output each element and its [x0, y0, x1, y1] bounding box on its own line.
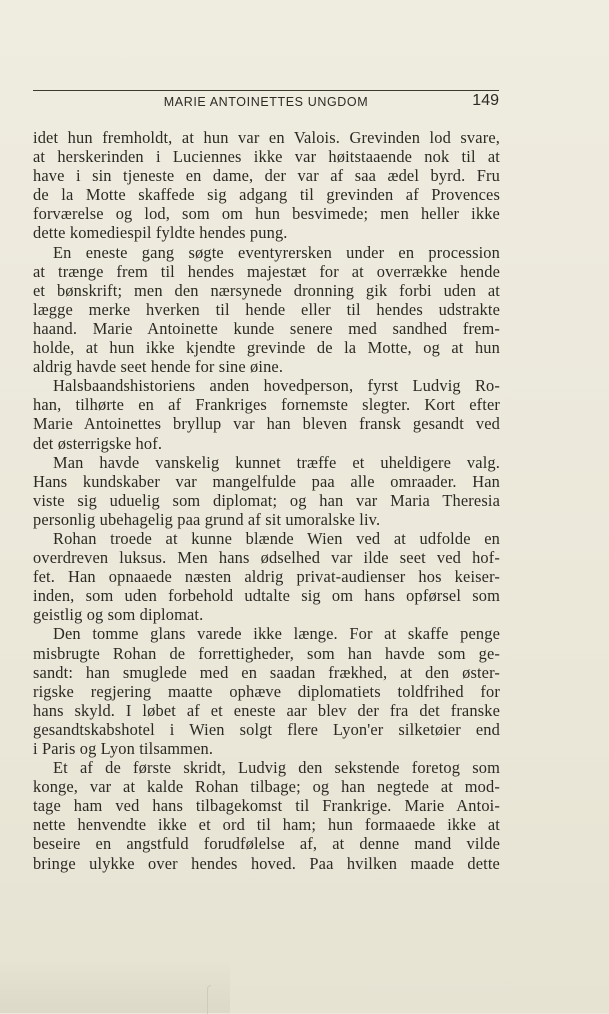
text-line: fet. Han opnaaede næsten aldrig privat-audienser hos keiser-	[33, 567, 500, 587]
text-line: Hans kundskaber var mangelfulde paa alle omraader. Han	[33, 471, 500, 491]
text-line: konge, var at kalde Rohan tilbage; og han negtede at mod-	[33, 777, 500, 797]
page-edge-curl	[207, 985, 211, 1014]
text-line: Rohan troede at kunne blænde Wien ved at udfolde en	[53, 528, 500, 548]
text-line: overdreven luksus. Men hans ødselhed var ilde seet ved hof-	[33, 548, 500, 568]
text-line: lægge merke hverken til hende eller til hendes udstrakte	[33, 299, 500, 319]
text-line: dette komediespil fyldte hendes pung.	[33, 223, 288, 243]
page-edge-shadow	[0, 960, 230, 1013]
text-line: Man havde vanskelig kunnet træffe et uheldigere valg.	[53, 452, 500, 472]
text-line: sandt: han smuglede med en saadan frækhed, at den øster-	[33, 662, 500, 682]
text-line: i Paris og Lyon tilsammen.	[33, 739, 214, 758]
text-line: at trænge frem til hendes majestæt for at overrække hende	[33, 261, 500, 281]
text-line: rigske regjering maatte ophæve diplomatiets toldfrihed for	[33, 681, 500, 701]
text-line: misbrugte Rohan de forrettigheder, som han havde som ge-	[33, 643, 500, 663]
text-line: En eneste gang søgte eventyrersken under en procession	[53, 242, 500, 262]
body-text	[33, 128, 500, 873]
header-title: MARIE ANTOINETTES UNGDOM	[163, 95, 369, 109]
text-line: beseire en angstfuld forudfølelse af, at denne mand vilde	[33, 834, 500, 854]
text-line: Et af de første skridt, Ludvig den sekstende foretog som	[53, 758, 500, 778]
text-line: geistlig og som diplomat.	[33, 605, 204, 625]
text-line: gesandtskabshotel i Wien solgt flere Lyon'er silketøier end	[33, 719, 500, 739]
text-line: de la Motte skaffede sig adgang til grevinden af Provences	[33, 185, 500, 205]
text-line: et bønskrift; men den nærsynede dronning gik forbi uden at	[33, 280, 500, 300]
text-line: haand. Marie Antoinette kunde senere med sandhed frem-	[33, 318, 500, 338]
text-line: Den tomme glans varede ikke længe. For at skaffe penge	[53, 624, 500, 644]
running-header	[33, 90, 499, 115]
text-line: viste sig uduelig som diplomat; og han var Maria Theresia	[33, 490, 500, 510]
text-line: Halsbaandshistoriens anden hovedperson, fyrst Ludvig Ro-	[53, 376, 500, 396]
text-line: holde, at hun ikke kjendte grevinde de la Motte, og at hun	[33, 338, 500, 358]
text-line: tage ham ved hans tilbagekomst til Frankrige. Marie Antoi-	[33, 796, 500, 816]
text-line: nette henvendte ikke et ord til ham; hun formaaede ikke at	[33, 815, 500, 835]
text-line: personlig ubehagelig paa grund af sit umoralske liv.	[33, 509, 381, 529]
page-number: 149	[472, 92, 499, 109]
text-line: at herskerinden i Luciennes ikke var høitstaaende nok til at	[33, 147, 500, 167]
text-line: forværelse og lod, som om hun besvimede; men heller ikke	[33, 204, 500, 224]
text-line: han, tilhørte en af Frankriges fornemste slegter. Kort efter	[33, 395, 500, 415]
text-line: det østerrigske hof.	[33, 433, 163, 453]
text-line: hans skyld. I løbet af et eneste aar blev der fra det franske	[33, 700, 500, 720]
text-line: aldrig havde seet hende for sine øine.	[33, 357, 284, 377]
text-line: bringe ulykke over hendes hoved. Paa hvilken maade dette	[33, 853, 500, 873]
text-line: idet hun fremholdt, at hun var en Valois. Grevinden lod svare,	[33, 128, 500, 147]
text-line: inden, som uden forbehold udtalte sig om hans opførsel som	[33, 586, 500, 606]
text-line: have i sin tjeneste en dame, der var af saa ædel byrd. Fru	[33, 166, 500, 186]
text-line: Marie Antoinettes bryllup var han bleven fransk gesandt ved	[33, 414, 500, 434]
